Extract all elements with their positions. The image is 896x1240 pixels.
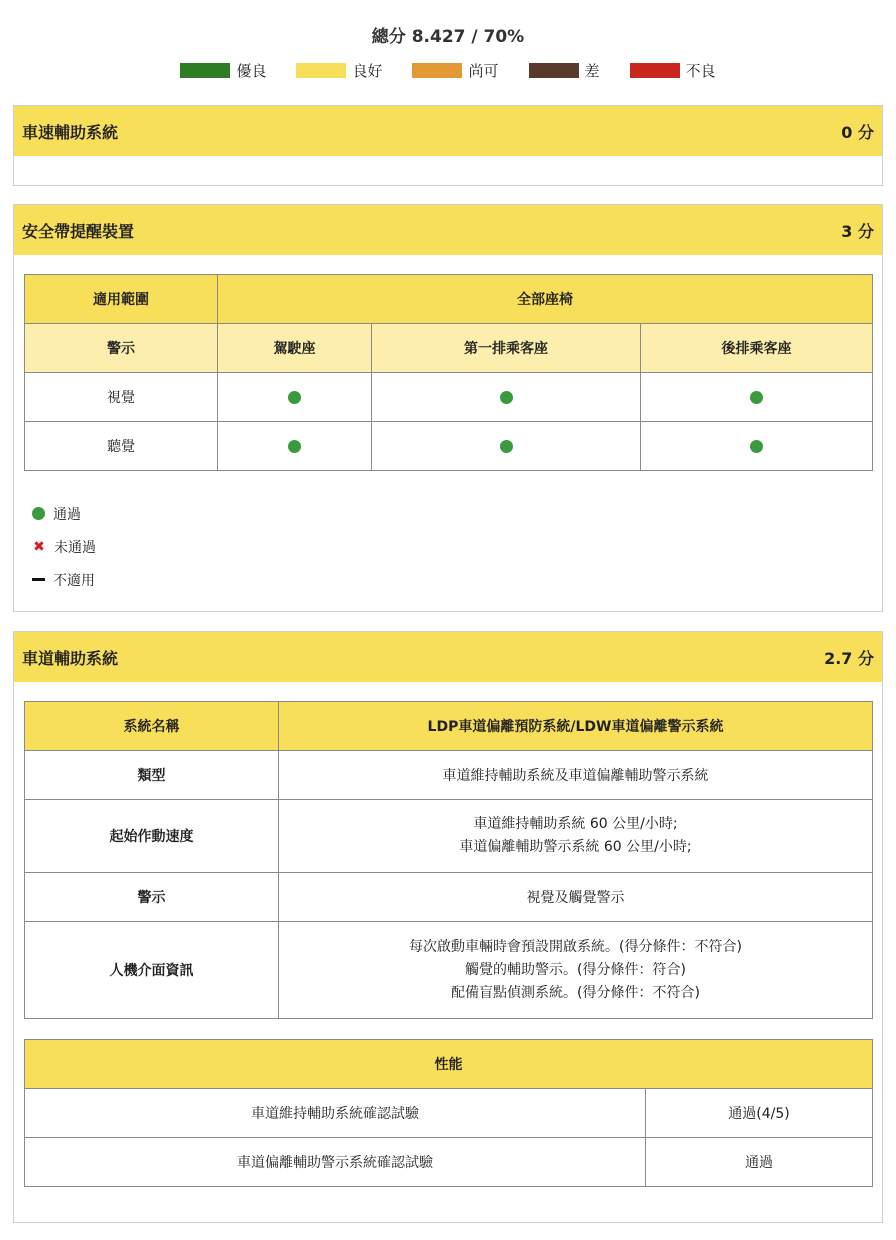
dash-icon xyxy=(32,578,45,581)
section-score-lane-assist: 2.7 分 xyxy=(824,648,874,668)
section-speed-assist xyxy=(13,105,883,186)
legend-item-excellent xyxy=(180,58,266,82)
status-legend-pass xyxy=(32,497,882,530)
status-legend-na xyxy=(32,563,882,596)
seatbelt-table xyxy=(24,274,873,471)
column-header-front-passenger: 第一排乘客座 xyxy=(372,324,641,373)
performance-test-result: 通過(4/5) xyxy=(646,1089,873,1138)
hmi-line: 觸覺的輔助警示。(得分條件：符合) xyxy=(465,961,686,978)
table-row xyxy=(25,324,873,373)
status-legend-fail xyxy=(32,530,882,563)
scope-label-cell: 適用範圍 xyxy=(25,275,218,324)
section-score-seatbelt: 3 分 xyxy=(841,221,874,241)
table-row xyxy=(25,373,873,422)
table-row xyxy=(25,422,873,471)
table-row xyxy=(25,873,873,922)
status-cell xyxy=(372,422,641,471)
legend-item-fair xyxy=(412,58,498,82)
status-cell xyxy=(641,422,873,471)
legend-swatch-good xyxy=(296,63,346,78)
section-title-seatbelt: 安全帶提醒裝置 xyxy=(22,221,135,241)
section-header-speed-assist xyxy=(14,106,882,156)
speed-line: 車道偏離輔助警示系統 60 公里/小時; xyxy=(459,839,692,855)
speed-line: 車道維持輔助系統 60 公里/小時; xyxy=(473,816,678,832)
legend-label-good: 良好 xyxy=(352,61,383,80)
warning-label: 警示 xyxy=(25,873,279,922)
row-label-visual: 視覺 xyxy=(25,373,218,422)
row-label-audio: 聽覺 xyxy=(25,422,218,471)
system-name-value: LDP車道偏離預防系統/LDW車道偏離警示系統 xyxy=(279,702,873,751)
warning-label-cell: 警示 xyxy=(25,324,218,373)
section-lane-assist xyxy=(13,631,883,1223)
status-cell xyxy=(218,373,372,422)
legend-label-fair: 尚可 xyxy=(468,61,499,80)
section-header-lane-assist xyxy=(14,632,882,682)
legend-item-bad xyxy=(630,58,716,82)
pass-icon xyxy=(500,391,513,404)
legend-swatch-excellent xyxy=(180,63,230,78)
hmi-label: 人機介面資訊 xyxy=(25,922,279,1019)
pass-icon xyxy=(32,507,45,520)
cross-icon: ✖ xyxy=(33,538,45,555)
pass-icon xyxy=(500,440,513,453)
status-cell xyxy=(218,422,372,471)
scope-value-cell: 全部座椅 xyxy=(218,275,873,324)
performance-test-name: 車道維持輔助系統確認試驗 xyxy=(25,1089,646,1138)
table-row xyxy=(25,702,873,751)
section-header-seatbelt xyxy=(14,205,882,255)
table-row xyxy=(25,800,873,873)
hmi-line: 配備盲點偵測系統。(得分條件：不符合) xyxy=(451,984,700,1001)
speed-value xyxy=(279,800,873,873)
lane-assist-spec-table xyxy=(24,701,873,1019)
legend-item-poor xyxy=(529,58,600,82)
pass-icon xyxy=(288,391,301,404)
legend-item-good xyxy=(296,58,382,82)
hmi-line: 每次啟動車輛時會預設開啟系統。(得分條件：不符合) xyxy=(409,938,742,955)
warning-value: 視覺及觸覺警示 xyxy=(279,873,873,922)
status-legend-fail-label: 未通過 xyxy=(54,539,96,556)
table-row xyxy=(25,1138,873,1187)
hmi-value xyxy=(279,922,873,1019)
table-row xyxy=(25,922,873,1019)
section-score-speed-assist: 0 分 xyxy=(841,122,874,142)
performance-table xyxy=(24,1039,873,1187)
column-header-rear-passenger: 後排乘客座 xyxy=(641,324,873,373)
section-title-speed-assist: 車速輔助系統 xyxy=(22,122,119,142)
pass-icon xyxy=(288,440,301,453)
status-cell xyxy=(641,373,873,422)
performance-test-result: 通過 xyxy=(646,1138,873,1187)
legend-label-bad: 不良 xyxy=(685,61,716,80)
total-score: 總分 8.427 / 70% xyxy=(371,27,525,47)
speed-label: 起始作動速度 xyxy=(25,800,279,873)
legend-label-excellent: 優良 xyxy=(236,61,267,80)
type-label: 類型 xyxy=(25,751,279,800)
table-row xyxy=(25,275,873,324)
pass-icon xyxy=(750,440,763,453)
table-row xyxy=(25,1089,873,1138)
system-name-label: 系統名稱 xyxy=(25,702,279,751)
status-legend xyxy=(32,497,882,596)
legend-swatch-poor xyxy=(529,63,579,78)
rating-legend xyxy=(0,58,896,82)
table-row xyxy=(25,1040,873,1089)
performance-header: 性能 xyxy=(25,1040,873,1089)
legend-swatch-fair xyxy=(412,63,462,78)
status-legend-na-label: 不適用 xyxy=(53,572,95,589)
legend-swatch-bad xyxy=(630,63,680,78)
legend-label-poor: 差 xyxy=(584,61,600,80)
type-value: 車道維持輔助系統及車道偏離輔助警示系統 xyxy=(279,751,873,800)
section-title-lane-assist: 車道輔助系統 xyxy=(22,648,119,668)
table-row xyxy=(25,751,873,800)
column-header-driver: 駕駛座 xyxy=(218,324,372,373)
status-legend-pass-label: 通過 xyxy=(53,506,81,523)
pass-icon xyxy=(750,391,763,404)
performance-test-name: 車道偏離輔助警示系統確認試驗 xyxy=(25,1138,646,1187)
section-seatbelt xyxy=(13,204,883,612)
status-cell xyxy=(372,373,641,422)
